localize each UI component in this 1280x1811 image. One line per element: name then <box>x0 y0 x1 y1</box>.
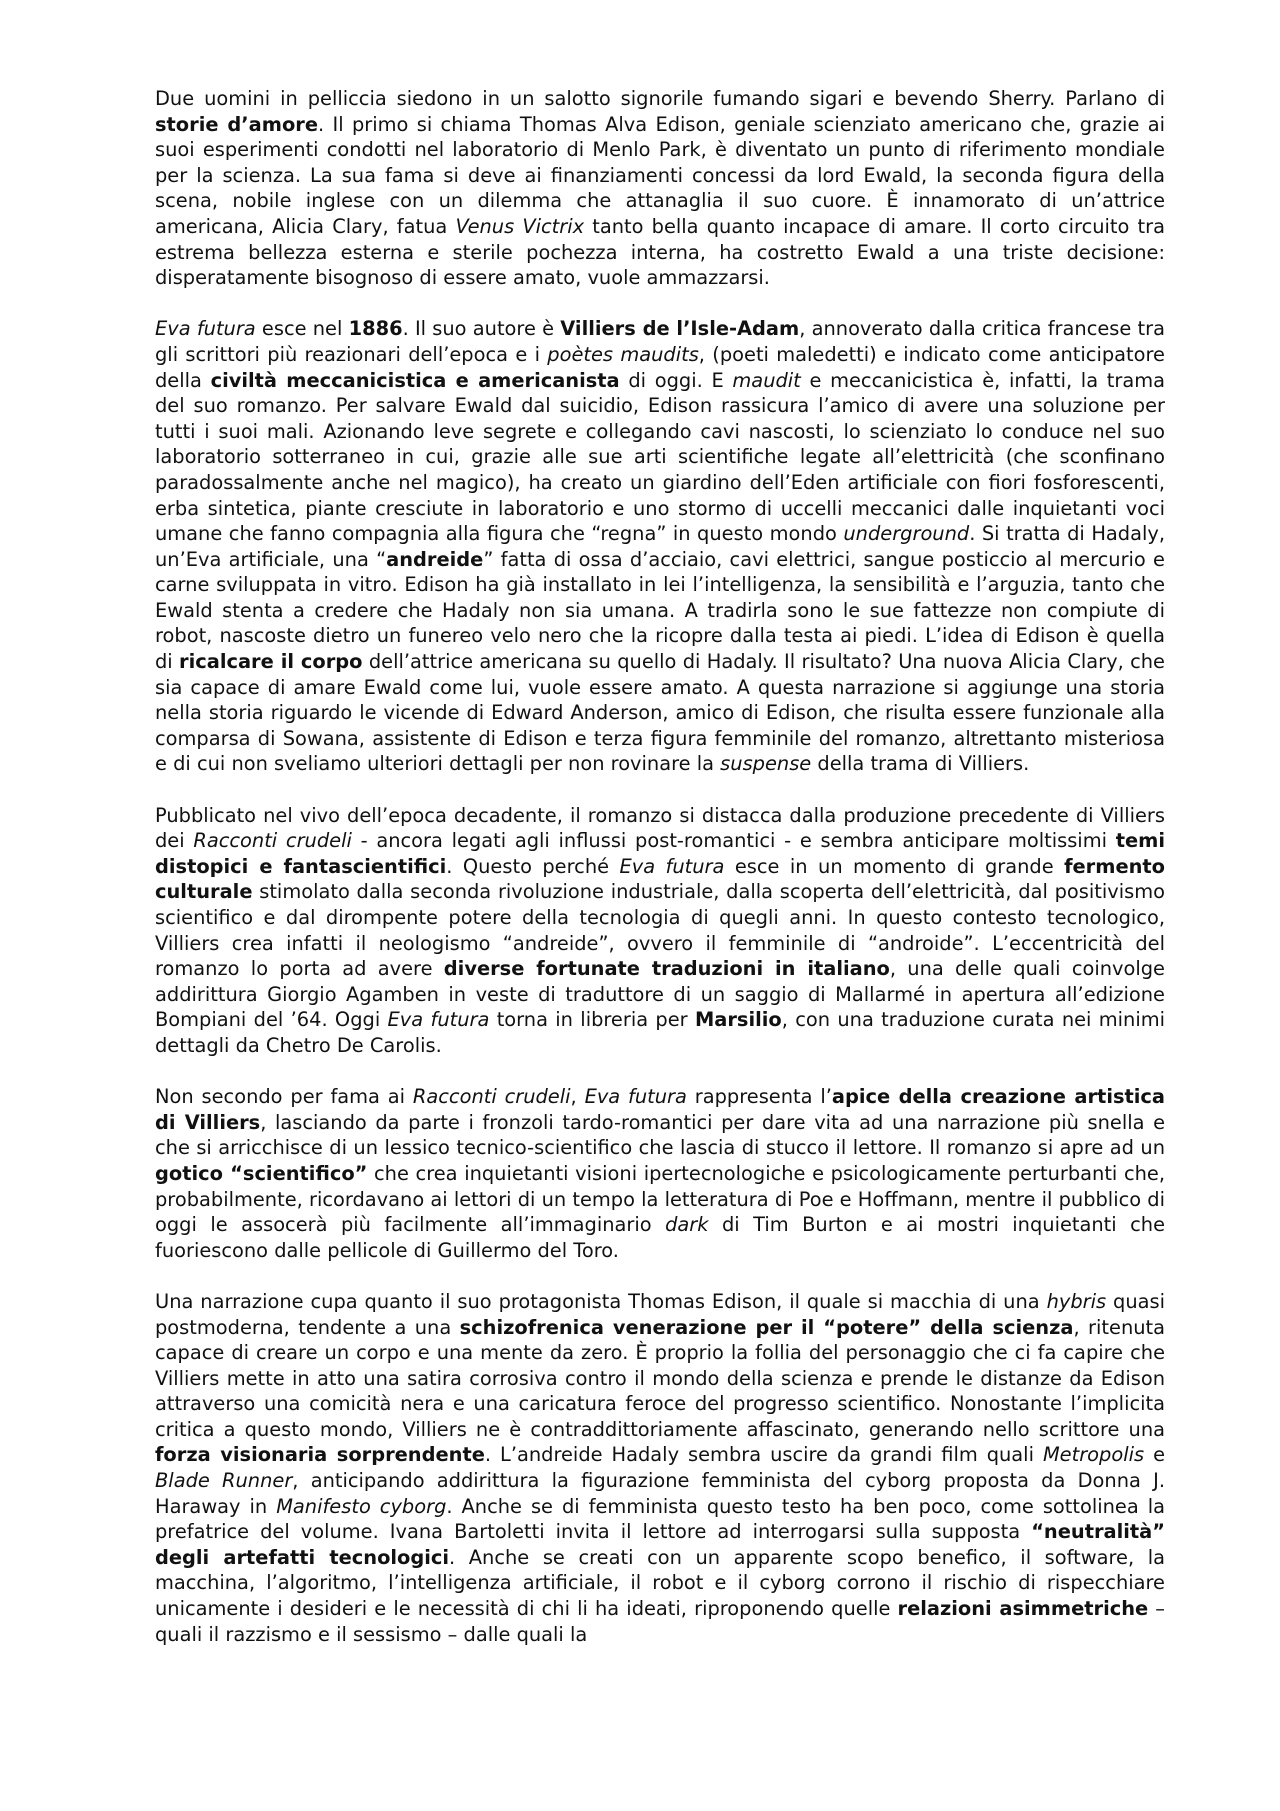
text-run: . Questo perché <box>446 854 620 878</box>
italic-text: underground <box>843 522 970 546</box>
text-run: Pubblicato nel vivo dell’epoca decadente, il romanzo si distacca dalla produzione precedente di Villiers dei <box>155 803 1165 853</box>
text-run: – quali il razzismo e il sessismo – dalle quali la <box>155 1597 1165 1646</box>
italic-text: Eva futura <box>584 1085 687 1109</box>
bold-text: fermento culturale <box>155 854 1165 904</box>
text-run: , (poeti maledetti) e indicato come anticipatore della <box>155 342 1165 392</box>
text-run: ” fatta di ossa d’acciaio, cavi elettrici, sangue posticcio al mercurio e carne sviluppata in vitro. Edison ha già installato in lei l’intelligenza, la sensibilità e l’arguzia, tanto che Ewald stenta a credere che Hadaly non sia umana. A tradirla sono le sue fattezze non compiute di robot, nascoste dietro un funereo velo nero che la ricopre dalla testa ai piedi. L’idea di Edison è quella di <box>155 547 1165 674</box>
italic-text: Metropolis <box>1042 1443 1145 1467</box>
text-run: , <box>570 1085 585 1109</box>
text-run: esce nel <box>255 317 349 341</box>
italic-text: Eva futura <box>155 317 256 341</box>
italic-text: Eva futura <box>387 1008 490 1032</box>
text-run: e <box>1144 1443 1165 1467</box>
bold-text: “neutralità” degli artefatti tecnologici <box>155 1520 1165 1569</box>
italic-text: Racconti crudeli <box>412 1085 571 1109</box>
text-run: Non secondo per fama ai <box>155 1085 413 1109</box>
bold-text: Marsilio <box>694 1008 782 1032</box>
text-run: - ancora legati agli influssi post-romantici - e sembra anticipare moltissimi <box>351 829 1116 853</box>
text-run: . Il primo si chiama Thomas Alva Edison, geniale scienziato americano che, grazie ai suoi esperimenti condotti nel laboratorio di Menlo Park, è diventato un punto di riferimento mondiale per la scienza. La sua fama si deve ai finanziamenti concessi da lord Ewald, la seconda figura della scena, nobile inglese con un dilemma che attanaglia il suo cuore. È innamorato di un’attrice americana, Alicia Clary, fatua <box>155 112 1165 238</box>
text-run: rappresenta l’ <box>686 1085 832 1109</box>
bold-text: 1886 <box>348 317 403 341</box>
bold-text: schizofrenica venerazione per il “potere” della scienza <box>459 1315 1074 1339</box>
text-run: . L’andreide Hadaly sembra uscire da grandi film quali <box>484 1443 1043 1467</box>
text-run: . Si tratta di Hadaly, un’Eva artificiale, una “ <box>155 522 1165 571</box>
text-run: dell’attrice americana su quello di Hadaly. Il risultato? Una nuova Alicia Clary, che sia capace di amare Ewald come lui, vuole essere amato. A questa narrazione si aggiunge una storia nella storia riguardo le vicende di Edward Anderson, amico di Edison, che risulta essere funzionale alla comparsa di Sowana, assistente di Edison e terza figura femminile del romanzo, altrettanto misteriosa e di cui non sveliamo ulteriori dettagli per non rovinare la <box>155 650 1165 776</box>
italic-text: dark <box>665 1213 709 1237</box>
paragraph-1 <box>155 86 1165 291</box>
italic-text: maudit <box>732 368 801 392</box>
text-run: stimolato dalla seconda rivoluzione industriale, dalla scoperta dell’elettricità, dal positivismo scientifico e dal dirompente potere della tecnologia di quegli anni. In questo contesto tecnologico, Villiers crea infatti il neologismo “andreide”, ovvero il femminile di “androide”. L’eccentricità del romanzo lo porta ad avere <box>155 880 1165 981</box>
bold-text: Villiers de l’Isle-Adam <box>560 317 800 341</box>
bold-text: ricalcare il corpo <box>179 650 363 674</box>
text-run: torna in libreria per <box>489 1008 695 1032</box>
text-run: , con una traduzione curata nei minimi dettagli da Chetro De Carolis. <box>155 1008 1166 1057</box>
bold-text: forza visionaria sorprendente <box>155 1443 485 1467</box>
text-run: , lasciando da parte i fronzoli tardo-romantici per dare vita ad una narrazione più snella e che si arricchisce di un lessico tecnico-scientifico che lascia di stucco il lettore. Il romanzo si apre ad un <box>155 1110 1165 1160</box>
bold-text: andreide <box>386 547 484 571</box>
text-run: esce in un momento di grande <box>724 854 1065 878</box>
text-run: della trama di Villiers. <box>811 752 1030 776</box>
text-run: di Tim Burton e ai mostri inquietanti che fuoriescono dalle pellicole di Guillermo del Toro. <box>155 1213 1165 1262</box>
text-run: quasi postmoderna, tendente a una <box>155 1289 1165 1339</box>
text-run: , ritenuta capace di creare un corpo e una mente da zero. È proprio la follia del personaggio che ci fa capire che Villiers mette in atto una satira corrosiva contro il mondo della scienza e prende le distanze da Edison attraverso una comicità nera e una caricatura feroce del progresso scientifico. Nonostante l’implicita critica a questo mondo, Villiers ne è contraddittoriamente affascinato, generando nello scrittore una <box>155 1315 1166 1441</box>
italic-text: poètes maudits <box>547 342 699 366</box>
italic-text: Blade Runner <box>155 1469 293 1493</box>
bold-text: diverse fortunate traduzioni in italiano <box>443 957 890 981</box>
italic-text: hybris <box>1046 1289 1107 1313</box>
text-run: Una narrazione cupa quanto il suo protagonista Thomas Edison, il quale si macchia di una <box>155 1289 1047 1313</box>
italic-text: Racconti crudeli <box>193 829 352 853</box>
text-run: , annoverato dalla critica francese tra gli scrittori più reazionari dell’epoca e i <box>155 317 1165 366</box>
italic-text: Manifesto cyborg <box>276 1494 447 1518</box>
text-run: di oggi. E <box>619 368 733 392</box>
italic-text: suspense <box>720 752 812 776</box>
text-run: , anticipando addirittura la figurazione femminista del cyborg proposta da Donna J. Haraway in <box>155 1469 1165 1518</box>
italic-text: Eva futura <box>619 854 725 878</box>
paragraph-2 <box>155 316 1165 777</box>
bold-text: civiltà meccanicistica e americanista <box>210 368 620 392</box>
italic-text: Venus Victrix <box>455 214 585 238</box>
text-run: , una delle quali coinvolge addirittura Giorgio Agamben in veste di traduttore di un saggio di Mallarmé in apertura all’edizione Bompiani del ’64. Oggi <box>155 957 1165 1032</box>
bold-text: gotico “scientifico” <box>155 1161 368 1185</box>
text-run: . Anche se di femminista questo testo ha ben poco, come sottolinea la prefatrice del volume. Ivana Bartoletti invita il lettore ad interrogarsi sulla supposta <box>155 1494 1166 1544</box>
text-run: che crea inquietanti visioni ipertecnologiche e psicologicamente perturbanti che, probabilmente, ricordavano ai lettori di un tempo la letteratura di Poe e Hoffmann, mentre il pubblico di oggi le assocerà più facilmente all’immaginario <box>155 1161 1165 1237</box>
paragraph-3 <box>155 803 1165 1059</box>
text-run: Due uomini in pelliccia siedono in un salotto signorile fumando sigari e bevendo Sherry. Parlano di <box>155 87 1165 110</box>
bold-text: relazioni asimmetriche <box>897 1597 1149 1621</box>
bold-text: temi distopici e fantascientifici <box>155 829 1165 878</box>
bold-text: apice della creazione artistica di Villiers <box>155 1085 1165 1134</box>
text-run: . Anche se creati con un apparente scopo benefico, il software, la macchina, l’algoritmo, l’intelligenza artificiale, il robot e il cyborg corrono il rischio di rispecchiare unicamente i desideri e le necessità di chi li ha ideati, riproponendo quelle <box>155 1545 1165 1621</box>
paragraph-5 <box>155 1289 1165 1647</box>
document-page <box>155 86 1165 1647</box>
bold-text: storie d’amore <box>155 112 318 136</box>
text-run: . Il suo autore è <box>402 317 561 341</box>
text-run: e meccanicistica è, infatti, la trama del suo romanzo. Per salvare Ewald dal suicidio, Edison rassicura l’amico di avere una soluzione per tutti i suoi mali. Azionando leve segrete e collegando cavi nascosti, lo scienziato lo conduce nel suo laboratorio sotterraneo in cui, grazie alle sue arti scientifiche legate all’elettricità (che sconfinano paradossalmente anche nel magico), ha creato un giardino dell’Eden artificiale con fiori fosforescenti, erba sintetica, piante cresciute in laboratorio e uno stormo di uccelli meccanici dalle inquietanti voci umane che fanno compagnia alla figura che “regna” in questo mondo <box>155 368 1166 546</box>
paragraph-4 <box>155 1084 1165 1263</box>
text-run: tanto bella quanto incapace di amare. Il corto circuito tra estrema bellezza esterna e sterile pochezza interna, ha costretto Ewald a una triste decisione: disperatamente bisognoso di essere amato, vuole ammazzarsi. <box>155 214 1165 290</box>
